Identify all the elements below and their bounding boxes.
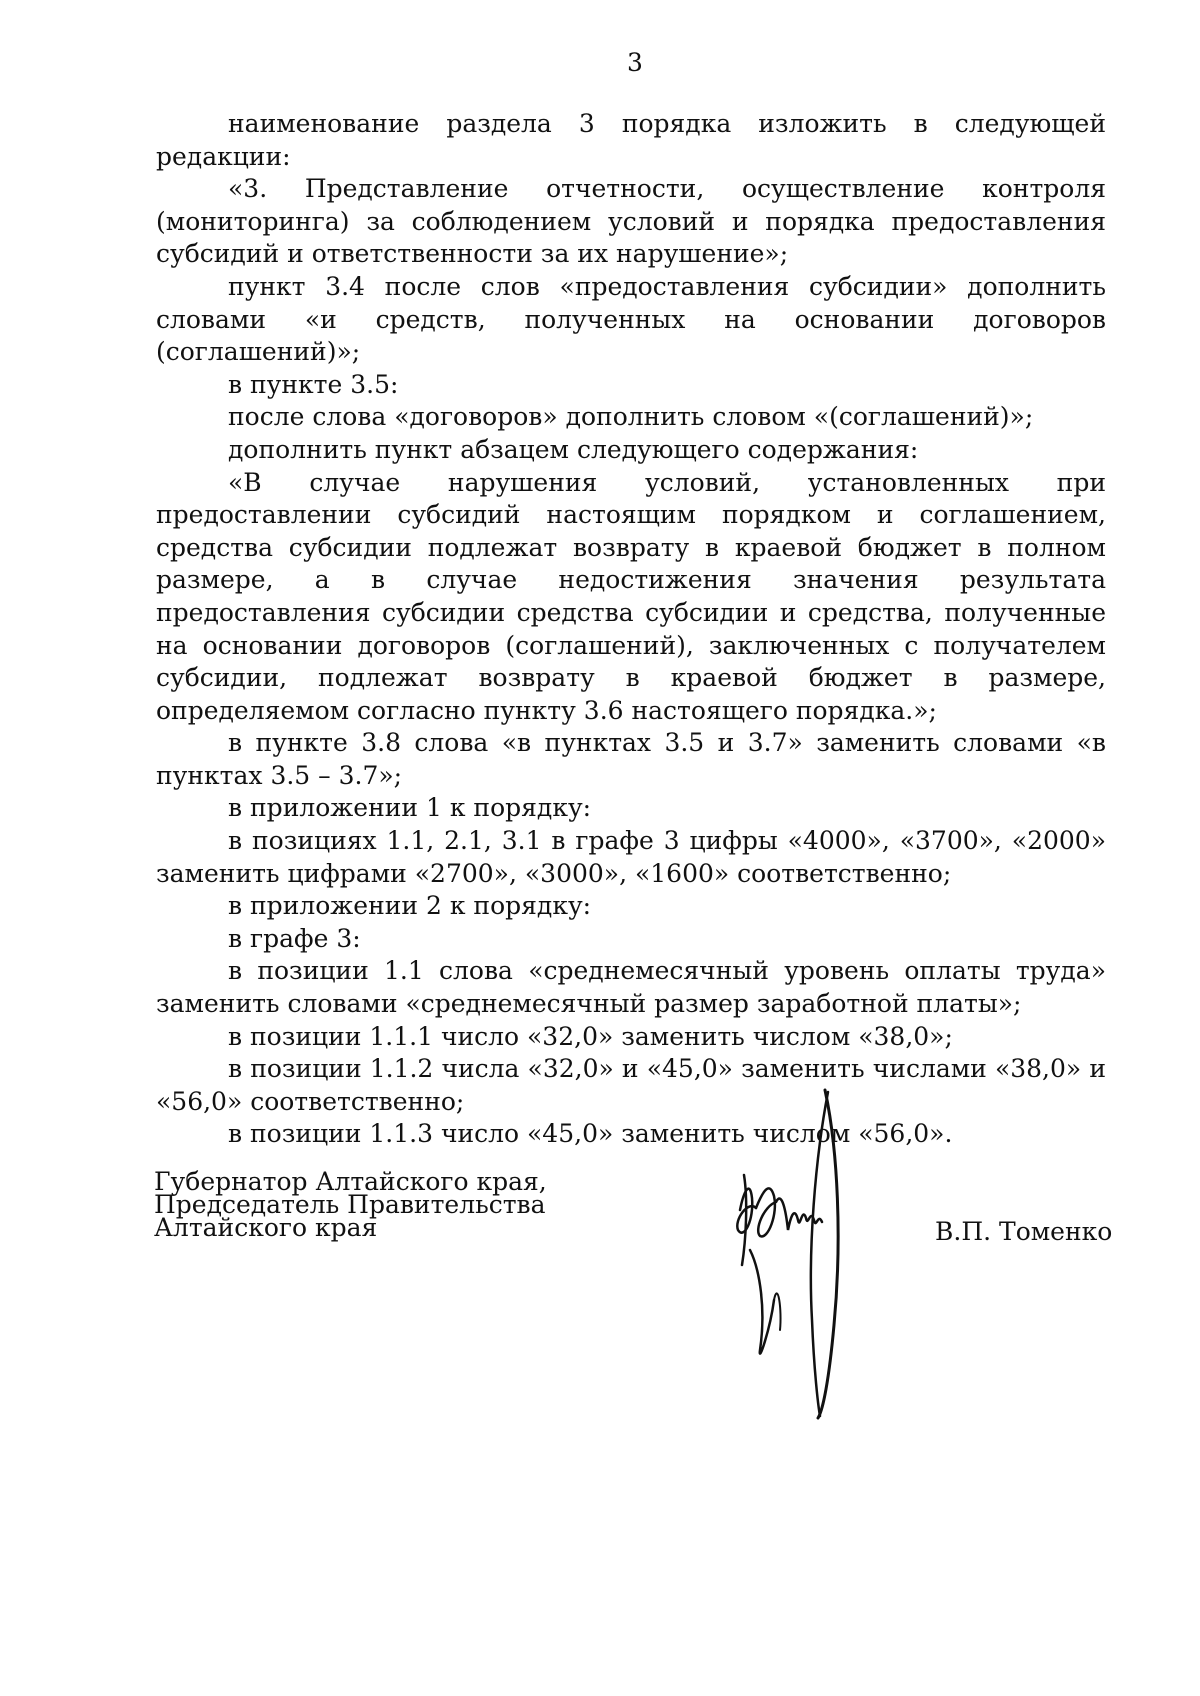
handwritten-signature: [730, 1080, 890, 1420]
paragraph: в позициях 1.1, 2.1, 3.1 в графе 3 цифры «4000», «3700», «2000» заменить цифрами «2700», «3000», «1600» соответственно;: [156, 826, 1106, 888]
paragraph: в пункте 3.8 слова «в пунктах 3.5 и 3.7» заменить словами «в пунктах 3.5 – 3.7»;: [156, 728, 1106, 790]
signatory-title: [154, 1167, 547, 1242]
paragraph: в графе 3:: [228, 923, 361, 953]
paragraph: в приложении 1 к порядку:: [228, 793, 592, 823]
paragraph: после слова «договоров» дополнить словом «(соглашений)»;: [228, 402, 1034, 432]
page-number: 3: [627, 48, 643, 77]
paragraph: в позиции 1.1 слова «среднемесячный уровень оплаты труда» заменить словами «среднемесячный размер заработной платы»;: [156, 956, 1106, 1019]
paragraph: в позиции 1.1.3 число «45,0» заменить числом «56,0».: [228, 1119, 953, 1149]
signer-name: В.П. Томенко: [935, 1217, 1113, 1246]
signatory-title-line: Председатель Правительства: [154, 1190, 546, 1219]
paragraph: в приложении 2 к порядку:: [228, 891, 592, 921]
signatory-title-line: Алтайского края: [154, 1213, 378, 1242]
signatory-title-line: Губернатор Алтайского края,: [154, 1167, 547, 1196]
paragraph: дополнить пункт абзацем следующего содержания:: [228, 434, 919, 464]
paragraph: в позиции 1.1.1 число «32,0» заменить числом «38,0»;: [228, 1021, 953, 1051]
paragraph: наименование раздела 3 порядка изложить в следующей редакции:: [156, 109, 1106, 171]
paragraph: в пункте 3.5:: [228, 369, 399, 399]
paragraph: пункт 3.4 после слов «предоставления субсидии» дополнить словами «и средств, полученных на основании договоров (соглашений)»;: [156, 271, 1106, 367]
paragraph: «В случае нарушения условий, установленных при предоставлении субсидий настоящим порядком и соглашением, средства субсидии подлежат возврату в краевой бюджет в полном размере, а в случае недостижения значения результата предоставления субсидии средства субсидии и средства, полученные на основании договоров (соглашений), заключенных с получателем субсидии, подлежат возврату в краевой бюджет в размере, определяемом согласно пункту 3.6 настоящего порядка.»;: [156, 467, 1106, 725]
paragraph: в позиции 1.1.2 числа «32,0» и «45,0» заменить числами «38,0» и «56,0» соответственно;: [156, 1054, 1106, 1116]
document-body: [156, 108, 1106, 1151]
paragraph: «3. Представление отчетности, осуществление контроля (мониторинга) за соблюдением условий и порядка предоставления субсидий и ответственности за их нарушение»;: [156, 174, 1106, 269]
